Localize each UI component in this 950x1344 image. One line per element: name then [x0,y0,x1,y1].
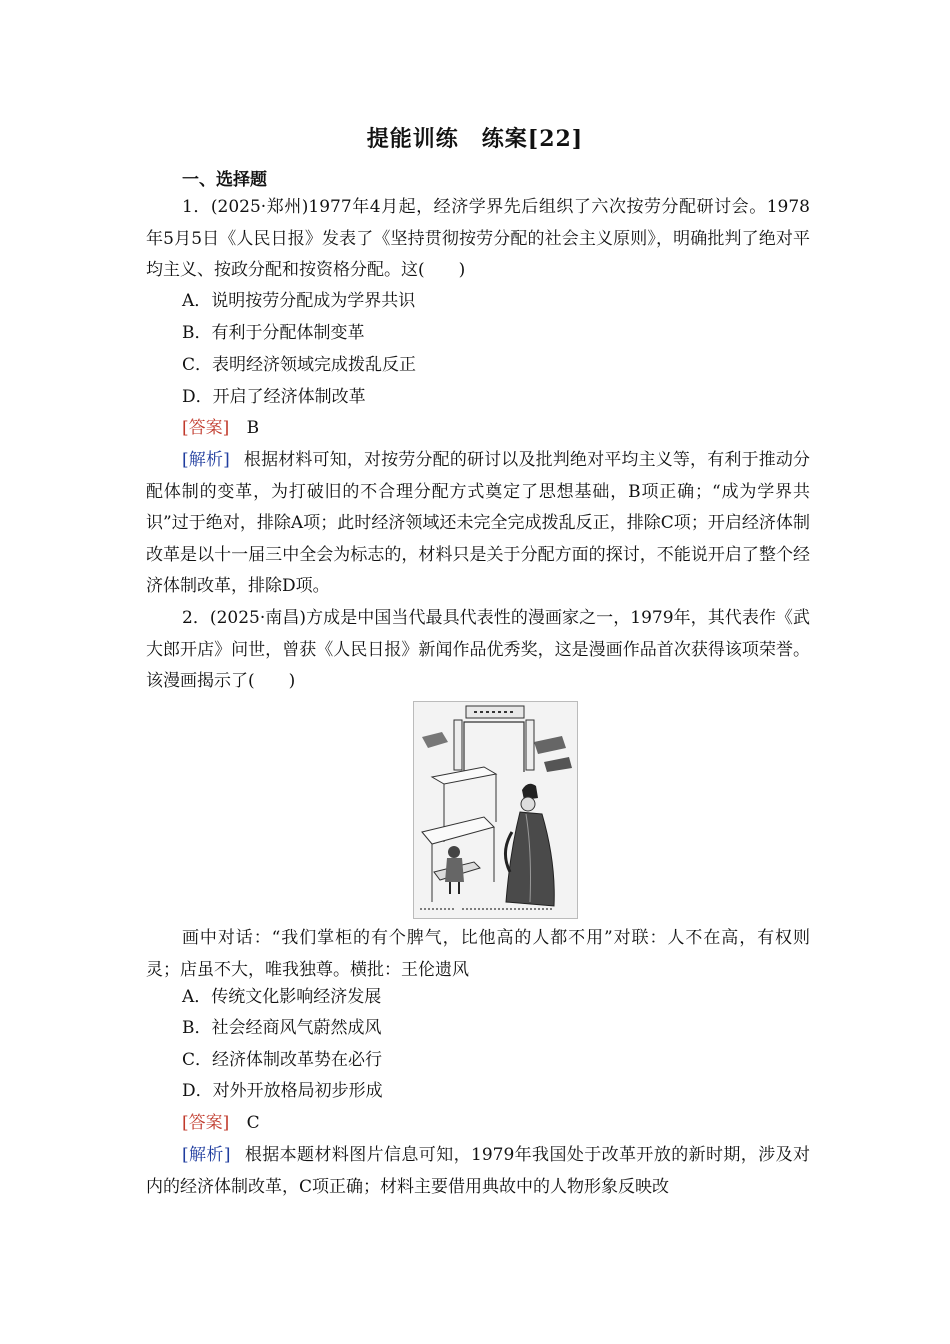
cartoon-caption: 画中对话：“我们掌柜的有个脾气，比他高的人都不用”对联：人不在高，有权则灵；店虽不大，唯我独尊。横批：王伦遗风 [146,928,810,980]
question-2-explanation [146,1140,810,1203]
cartoon-drawing [414,702,577,918]
question-1-option-c: C．表明经济领域完成拨乱反正 [182,355,417,375]
question-1-explanation [146,445,810,603]
section-heading: 一、选择题 [182,170,267,190]
question-1-stem: 1．(2025·郑州)1977年4月起，经济学界先后组织了六次按劳分配研讨会。1978年5月5日《人民日报》发表了《坚持贯彻按劳分配的社会主义原则》，明确批判了绝对平均主义、按政分配和按资格分配。这( ) [146,197,810,280]
explanation-text: 根据本题材料图片信息可知，1979年我国处于改革开放的新时期，涉及对内的经济体制改革，C项正确；材料主要借用典故中的人物形象反映改 [146,1145,810,1197]
question-2-option-a: A．传统文化影响经济发展 [182,987,382,1007]
question-2-option-d: D．对外开放格局初步形成 [182,1081,383,1101]
page-title: 提能训练 练案[22] [366,126,584,152]
question-1-option-d: D．开启了经济体制改革 [182,387,366,407]
answer-label: [答案] [182,1113,230,1133]
answer-value: B [246,418,260,438]
question-1-option-b: B．有利于分配体制变革 [182,323,365,343]
question-2-answer [182,1108,260,1139]
question-2-option-b: B．社会经商风气蔚然成风 [182,1018,382,1038]
explanation-label: [解析] [182,450,230,470]
answer-label: [答案] [182,418,230,438]
question-1-option-a: A．说明按劳分配成为学界共识 [182,291,416,311]
question-2-stem: 2．(2025·南昌)方成是中国当代最具代表性的漫画家之一，1979年，其代表作《武大郎开店》问世，曾获《人民日报》新闻作品优秀奖，这是漫画作品首次获得该项荣誉。该漫画揭示了( ) [146,608,810,691]
explanation-label: [解析] [182,1145,231,1165]
answer-value: C [246,1113,260,1133]
explanation-text: 根据材料可知，对按劳分配的研讨以及批判绝对平均主义等，有利于推动分配体制的变革，为打破旧的不合理分配方式奠定了思想基础，B项正确；“成为学界共识”过于绝对，排除A项；此时经济领域还未完全完成拨乱反正，排除C项；开启经济体制改革是以十一届三中全会为标志的，材料只是关于分配方面的探讨，不能说开启了整个经济体制改革，排除D项。 [146,450,811,596]
cartoon-image [413,701,578,919]
question-1-answer [182,413,259,444]
question-2-option-c: C．经济体制改革势在必行 [182,1050,383,1070]
